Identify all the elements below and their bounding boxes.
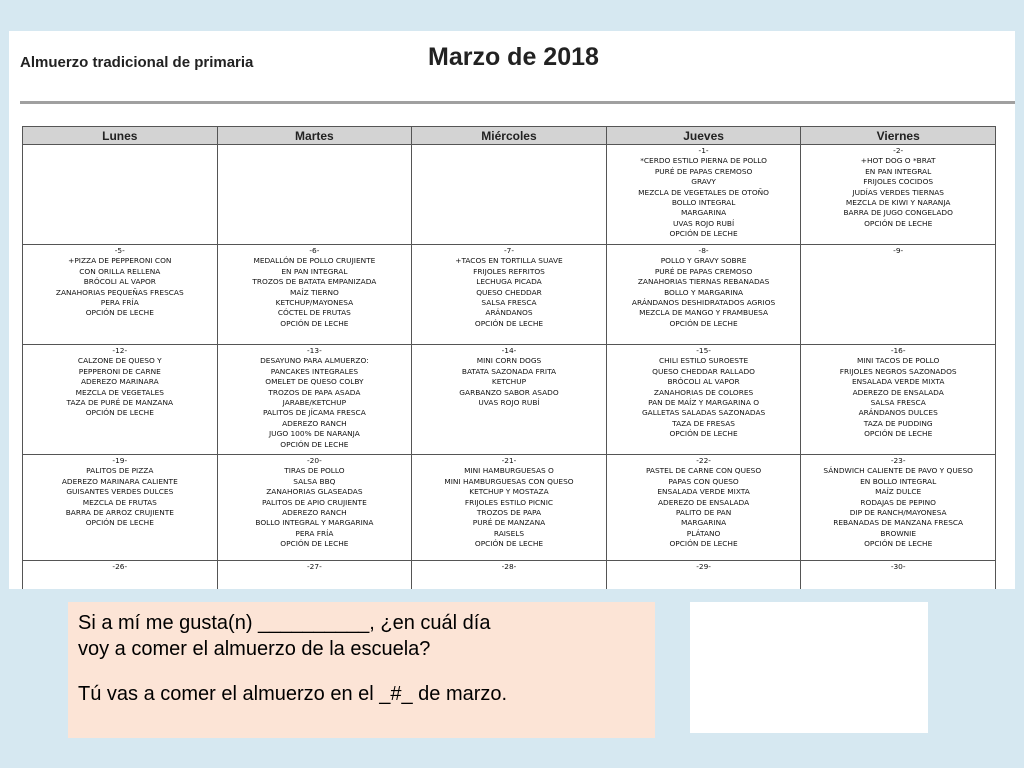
day-number: -12- xyxy=(112,346,128,355)
menu-item: ADEREZO MARINARA xyxy=(80,377,159,387)
calendar-day-cell xyxy=(217,345,412,455)
day-number: -26- xyxy=(112,562,128,571)
menu-item: PURÉ DE MANZANA xyxy=(472,518,546,528)
menu-item: ZANAHORIAS GLASEADAS xyxy=(266,487,363,497)
menu-item: POLLO Y GRAVY SOBRE xyxy=(660,256,747,266)
day-number: -29- xyxy=(696,562,711,571)
day-number: -8- xyxy=(698,246,709,255)
menu-item: DIP DE RANCH/MAYONESA xyxy=(849,508,947,518)
day-number: -9- xyxy=(893,246,904,255)
month-title: Marzo de 2018 xyxy=(428,43,599,71)
menu-item: SALSA BBQ xyxy=(293,476,336,486)
weekday-header: Viernes xyxy=(801,127,996,145)
menu-item: OPCIÓN DE LECHE xyxy=(474,318,544,328)
calendar-day-cell xyxy=(801,455,996,561)
menu-item: MEDALLÓN DE POLLO CRUJIENTE xyxy=(253,256,376,266)
menu-item: ARÁNDANOS DESHIDRATADOS AGRIOS xyxy=(631,298,776,308)
calendar-day-cell xyxy=(801,561,996,590)
menu-item: BOLLO INTEGRAL Y MARGARINA xyxy=(255,518,374,528)
calendar-day-cell xyxy=(606,345,801,455)
menu-item: ADEREZO DE ENSALADA xyxy=(657,497,750,507)
calendar-day-cell xyxy=(217,245,412,345)
menu-item: GUISANTES VERDES DULCES xyxy=(66,487,174,497)
menu-item: LECHUGA PICADA xyxy=(476,277,542,287)
menu-item: DESAYUNO PARA ALMUERZO: xyxy=(260,356,369,366)
menu-item: CALZONE DE QUESO Y xyxy=(77,356,162,366)
menu-item: ZANAHORIAS PEQUEÑAS FRESCAS xyxy=(55,287,184,297)
menu-item: BARRA DE JUGO CONGELADO xyxy=(843,208,953,218)
weekday-header: Lunes xyxy=(23,127,218,145)
menu-item: JUDÍAS VERDES TIERNAS xyxy=(852,187,944,197)
calendar-day-cell xyxy=(412,345,607,455)
menu-item: BARRA DE ARROZ CRUJIENTE xyxy=(65,508,174,518)
menu-item: JARABE/KETCHUP xyxy=(282,398,347,408)
menu-sheet xyxy=(9,31,1015,589)
day-number: -30- xyxy=(890,562,906,571)
menu-item: BRÓCOLI AL VAPOR xyxy=(83,277,156,287)
menu-item: REBANADAS DE MANZANA FRESCA xyxy=(833,518,964,528)
menu-item: BRÓCOLI AL VAPOR xyxy=(667,377,740,387)
menu-item: PAPAS CON QUESO xyxy=(668,476,739,486)
menu-item: TIRAS DE POLLO xyxy=(284,466,345,476)
menu-item: PEPPERONI DE CARNE xyxy=(78,366,161,376)
day-number: -19- xyxy=(112,456,128,465)
menu-item: KETCHUP xyxy=(491,377,527,387)
menu-item: OPCIÓN DE LECHE xyxy=(280,318,349,328)
menu-item: MINI HAMBURGUESAS O xyxy=(464,466,554,476)
menu-item: SALSA FRESCA xyxy=(870,398,926,408)
menu-item: MEZCLA DE VEGETALES xyxy=(75,387,164,397)
answer-sentence: Tú vas a comer el almuerzo en el _#_ de marzo. xyxy=(78,683,508,705)
menu-item: QUESO CHEDDAR xyxy=(476,287,542,297)
menu-item: BATATA SAZONADA FRITA xyxy=(461,366,557,376)
menu-item: MAÍZ DULCE xyxy=(875,487,922,497)
menu-item: OPCIÓN DE LECHE xyxy=(669,539,738,549)
menu-item: EN PAN INTEGRAL xyxy=(865,166,932,176)
day-number: -15- xyxy=(696,346,711,355)
menu-item: PALITO DE PAN xyxy=(675,508,732,518)
menu-item: UVAS ROJO RUBÍ xyxy=(672,218,735,228)
day-number: -22- xyxy=(696,456,711,465)
calendar-day-cell xyxy=(412,145,607,245)
menu-item: ARÁNDANOS DULCES xyxy=(858,408,938,418)
menu-item: TAZA DE PURÉ DE MANZANA xyxy=(66,398,174,408)
menu-item: PAN DE MAÍZ Y MARGARINA O xyxy=(648,398,760,408)
menu-item: EN BOLLO INTEGRAL xyxy=(860,476,937,486)
menu-item: OMELET DE QUESO COLBY xyxy=(265,377,364,387)
menu-item: CON ORILLA RELLENA xyxy=(79,266,161,276)
question-line-1: Si a mí me gusta(n) __________, ¿en cuál día xyxy=(78,612,491,634)
menu-item: FRIJOLES REFRITOS xyxy=(473,266,545,276)
menu-item: MINI CORN DOGS xyxy=(476,356,542,366)
menu-item: ADEREZO RANCH xyxy=(282,418,347,428)
menu-item: MAÍZ TIERNO xyxy=(289,287,339,297)
weekday-header: Martes xyxy=(217,127,412,145)
calendar-week-row xyxy=(23,345,996,455)
weekday-header-row xyxy=(23,127,996,145)
calendar-day-cell xyxy=(606,145,801,245)
menu-item: OPCIÓN DE LECHE xyxy=(85,308,154,318)
calendar-day-cell xyxy=(23,245,218,345)
calendar-week-row xyxy=(23,145,996,245)
menu-item: RAISELS xyxy=(493,528,525,538)
menu-item: MARGARINA xyxy=(680,208,727,218)
menu-item: *CERDO ESTILO PIERNA DE POLLO xyxy=(640,156,767,166)
menu-item: MEZCLA DE MANGO Y FRAMBUESA xyxy=(639,308,769,318)
menu-item: OPCIÓN DE LECHE xyxy=(669,429,738,439)
day-number: -14- xyxy=(501,346,517,355)
answer-box xyxy=(690,602,928,733)
menu-item: MEZCLA DE VEGETALES DE OTOÑO xyxy=(638,187,769,197)
calendar-week-row xyxy=(23,455,996,561)
calendar-day-cell xyxy=(23,145,218,245)
menu-item: +HOT DOG O *BRAT xyxy=(860,156,936,166)
calendar-day-cell xyxy=(23,345,218,455)
menu-item: BOLLO Y MARGARINA xyxy=(664,287,744,297)
day-number: -27- xyxy=(307,562,322,571)
menu-item: JUGO 100% DE NARANJA xyxy=(269,429,360,439)
calendar-day-cell xyxy=(801,245,996,345)
calendar-day-cell xyxy=(23,561,218,590)
day-number: -28- xyxy=(501,562,517,571)
menu-item: PALITOS DE APIO CRUJIENTE xyxy=(262,497,367,507)
menu-item: CHILI ESTILO SUROESTE xyxy=(658,356,749,366)
calendar-day-cell xyxy=(801,345,996,455)
day-number: -13- xyxy=(307,346,322,355)
program-title: Almuerzo tradicional de primaria xyxy=(20,54,254,71)
menu-item: GRAVY xyxy=(691,177,716,187)
menu-item: BROWNIE xyxy=(880,528,917,538)
menu-item: ARÁNDANOS xyxy=(485,308,533,318)
calendar-day-cell xyxy=(217,455,412,561)
menu-item: GALLETAS SALADAS SAZONADAS xyxy=(641,408,766,418)
calendar-day-cell xyxy=(23,455,218,561)
menu-item: MEZCLA DE FRUTAS xyxy=(82,497,157,507)
menu-item: RODAJAS DE PEPINO xyxy=(860,497,936,507)
menu-item: FRIJOLES NEGROS SAZONADOS xyxy=(839,366,957,376)
weekday-header: Miércoles xyxy=(412,127,607,145)
menu-item: OPCIÓN DE LECHE xyxy=(864,539,933,549)
menu-item: BOLLO INTEGRAL xyxy=(671,198,736,208)
menu-item: TAZA DE FRESAS xyxy=(672,418,735,428)
menu-item: MEZCLA DE KIWI Y NARANJA xyxy=(845,198,951,208)
menu-item: KETCHUP/MAYONESA xyxy=(275,298,354,308)
day-number: -20- xyxy=(307,456,322,465)
menu-item: OPCIÓN DE LECHE xyxy=(280,539,349,549)
menu-item: SÁNDWICH CALIENTE DE PAVO Y QUESO xyxy=(823,466,973,476)
menu-item: ENSALADA VERDE MIXTA xyxy=(851,377,945,387)
menu-item: ADEREZO RANCH xyxy=(282,508,347,518)
menu-item: FRIJOLES COCIDOS xyxy=(863,177,934,187)
calendar-day-cell xyxy=(412,455,607,561)
menu-item: TAZA DE PUDDING xyxy=(863,418,933,428)
calendar-day-cell xyxy=(217,145,412,245)
day-number: -1- xyxy=(698,146,709,155)
menu-item: PALITOS DE JÍCAMA FRESCA xyxy=(263,408,366,418)
calendar-week-row xyxy=(23,245,996,345)
menu-item: ZANAHORIAS DE COLORES xyxy=(653,387,754,397)
menu-item: PURÉ DE PAPAS CREMOSO xyxy=(654,266,753,276)
menu-item: SALSA FRESCA xyxy=(481,298,537,308)
menu-item: ZANAHORIAS TIERNAS REBANADAS xyxy=(637,277,770,287)
menu-item: MARGARINA xyxy=(680,518,727,528)
question-box xyxy=(68,602,655,738)
menu-item: PANCAKES INTEGRALES xyxy=(270,366,359,376)
menu-item: OPCIÓN DE LECHE xyxy=(280,439,349,449)
menu-item: PLÁTANO xyxy=(686,528,721,538)
menu-item: UVAS ROJO RUBÍ xyxy=(478,398,540,408)
menu-item: OPCIÓN DE LECHE xyxy=(864,218,933,228)
menu-item: +TACOS EN TORTILLA SUAVE xyxy=(455,256,563,266)
menu-item: KETCHUP Y MOSTAZA xyxy=(469,487,549,497)
day-number: -7- xyxy=(503,246,514,255)
calendar-week-row xyxy=(23,561,996,590)
menu-item: FRIJOLES ESTILO PICNIC xyxy=(464,497,554,507)
menu-item: OPCIÓN DE LECHE xyxy=(864,429,933,439)
calendar-day-cell xyxy=(217,561,412,590)
day-number: -6- xyxy=(309,246,320,255)
menu-item: EN PAN INTEGRAL xyxy=(281,266,348,276)
calendar-day-cell xyxy=(412,245,607,345)
menu-item: PASTEL DE CARNE CON QUESO xyxy=(645,466,762,476)
day-number: -5- xyxy=(114,246,125,255)
menu-item: TROZOS DE PAPA xyxy=(476,508,542,518)
day-number: -21- xyxy=(501,456,517,465)
menu-item: OPCIÓN DE LECHE xyxy=(474,539,544,549)
menu-item: OPCIÓN DE LECHE xyxy=(669,318,738,328)
calendar-day-cell xyxy=(606,245,801,345)
menu-item: OPCIÓN DE LECHE xyxy=(669,229,738,239)
calendar-day-cell xyxy=(606,455,801,561)
menu-item: ADEREZO DE ENSALADA xyxy=(852,387,944,397)
menu-item: ADEREZO MARINARA CALIENTE xyxy=(61,476,178,486)
menu-item: CÓCTEL DE FRUTAS xyxy=(277,308,351,318)
menu-item: +PIZZA DE PEPPERONI CON xyxy=(68,256,172,266)
menu-item: ENSALADA VERDE MIXTA xyxy=(657,487,750,497)
calendar-body xyxy=(23,145,996,590)
menu-item: PALITOS DE PIZZA xyxy=(86,466,154,476)
menu-item: GARBANZO SABOR ASADO xyxy=(459,387,559,397)
menu-item: MINI TACOS DE POLLO xyxy=(857,356,940,366)
menu-item: OPCIÓN DE LECHE xyxy=(85,408,154,418)
menu-item: MINI HAMBURGUESAS CON QUESO xyxy=(444,476,574,486)
day-number: -23- xyxy=(890,456,906,465)
lunch-calendar xyxy=(22,126,996,589)
menu-item: QUESO CHEDDAR RALLADO xyxy=(652,366,755,376)
weekday-header: Jueves xyxy=(606,127,801,145)
menu-item: TROZOS DE PAPA ASADA xyxy=(268,387,361,397)
menu-item: OPCIÓN DE LECHE xyxy=(85,518,154,528)
menu-item: PERA FRÍA xyxy=(100,298,139,308)
menu-item: PURÉ DE PAPAS CREMOSO xyxy=(654,166,753,176)
day-number: -16- xyxy=(890,346,906,355)
menu-item: PERA FRÍA xyxy=(295,528,334,538)
calendar-day-cell xyxy=(801,145,996,245)
question-line-2: voy a comer el almuerzo de la escuela? xyxy=(78,638,431,660)
menu-item: TROZOS DE BATATA EMPANIZADA xyxy=(252,277,377,287)
calendar-day-cell xyxy=(412,561,607,590)
calendar-day-cell xyxy=(606,561,801,590)
day-number: -2- xyxy=(893,146,904,155)
title-divider xyxy=(20,101,1015,104)
